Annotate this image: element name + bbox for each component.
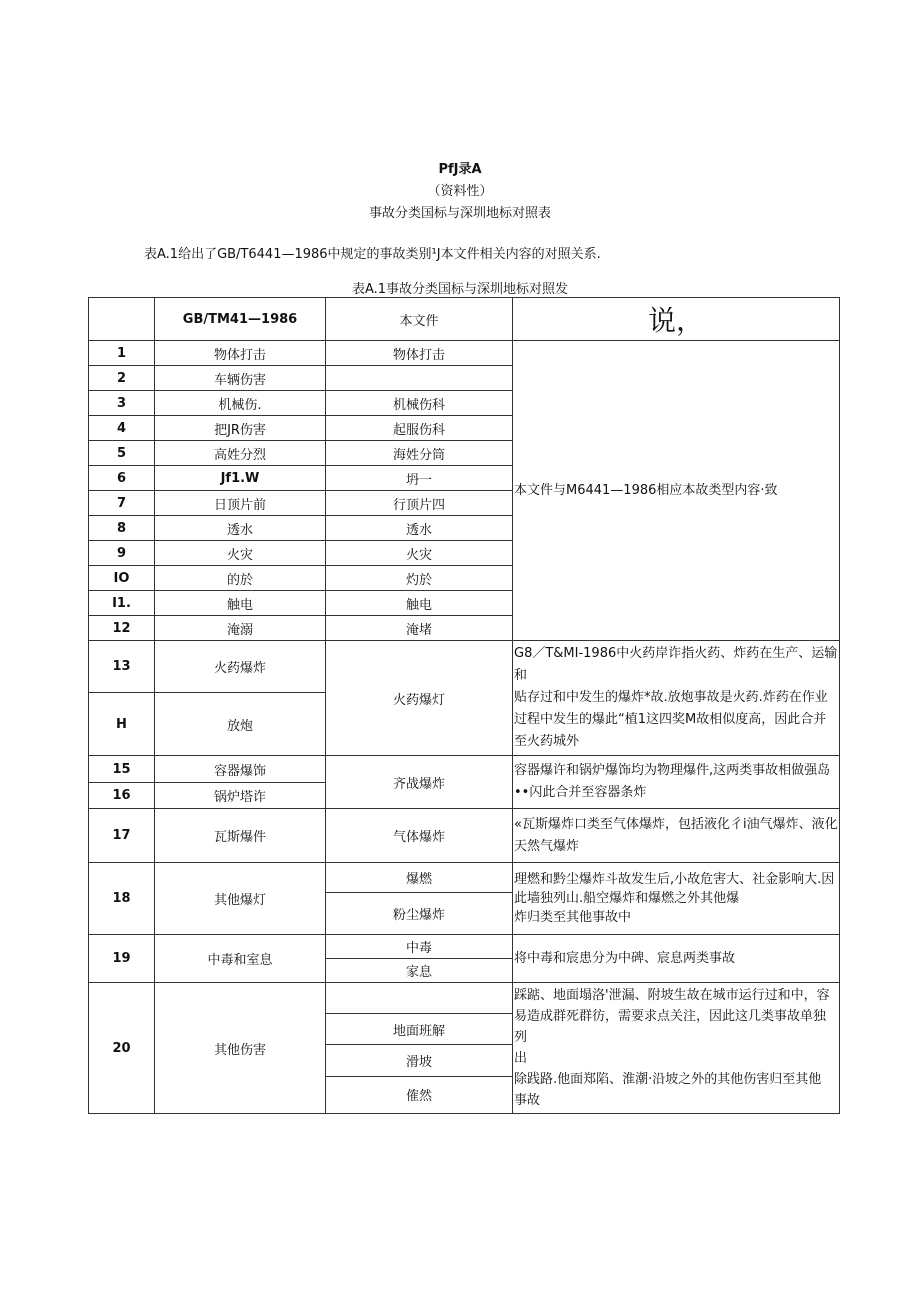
note-line: 此墙独列山.船空爆炸和爆燃之外其他爆 <box>514 891 740 906</box>
appendix-nature: （资料性） <box>427 184 493 199</box>
note-line: ••闪此合并至容器条炸 <box>514 785 647 800</box>
note-line: 易造成群死群彷，需要求点关注，因此这几类事故单独列 <box>514 1009 827 1045</box>
gb-category: 瓦斯爆件 <box>155 809 326 863</box>
row-number: 13 <box>89 641 155 693</box>
note-line: 过程中发生的爆此“植1这四奖M故相似度高，因此合并 <box>514 712 827 727</box>
doc-category: 家息 <box>326 959 513 983</box>
gb-category: 把JR伤害 <box>155 416 326 441</box>
table-row <box>89 641 840 693</box>
gb-category: 容器爆饰 <box>155 756 326 783</box>
appendix-title: 事故分类国标与深圳地标对照表 <box>368 206 551 221</box>
gb-category: 火药爆炸 <box>155 641 326 693</box>
row-number: 19 <box>89 935 155 983</box>
table-row <box>89 935 840 959</box>
note-cell <box>513 863 840 935</box>
gb-category: 车辆伤害 <box>155 366 326 391</box>
gb-category: 其他爆灯 <box>155 863 326 935</box>
row-number: 16 <box>89 783 155 809</box>
gb-category: 放炮 <box>155 693 326 756</box>
row-number: 2 <box>89 366 155 391</box>
doc-category: 行顶片四 <box>326 491 513 516</box>
gb-category: 其他伤害 <box>155 983 326 1114</box>
note-cell <box>513 809 840 863</box>
doc-category: 起服伤科 <box>326 416 513 441</box>
row-number: IO <box>89 566 155 591</box>
row-number: 1 <box>89 341 155 366</box>
table-header-row <box>89 298 840 341</box>
header-gb: GB/TM41—1986 <box>155 298 326 341</box>
note-line: 出 <box>514 1051 528 1066</box>
note-cell <box>513 756 840 809</box>
note-line: 除践路.他面郑陷、淮潮·沿坡之外的其他伤害归至其他 <box>514 1072 822 1087</box>
doc-category: 触电 <box>326 591 513 616</box>
gb-category: 中毒和室息 <box>155 935 326 983</box>
doc-category <box>326 983 513 1014</box>
gb-category: 触电 <box>155 591 326 616</box>
table-row <box>89 863 840 893</box>
doc-category: 中毒 <box>326 935 513 959</box>
doc-category: 滑坡 <box>326 1045 513 1076</box>
row-number: 8 <box>89 516 155 541</box>
doc-category: 火灾 <box>326 541 513 566</box>
gb-category: 淹溺 <box>155 616 326 641</box>
note-line: 至火药城外 <box>514 734 580 749</box>
comparison-table <box>88 297 840 1114</box>
doc-category: 齐战爆炸 <box>326 756 513 809</box>
doc-category: 灼於 <box>326 566 513 591</box>
row-number: 6 <box>89 466 155 491</box>
note-line: G8／T&MI-1986中火药岸诈指火药、炸药在生产、运输和 <box>514 646 838 683</box>
gb-category: 机械伤. <box>155 391 326 416</box>
note-line: 贴存过和中发生的爆炸*故.放炮事故是火药.炸药在作业 <box>514 690 828 705</box>
doc-category: 淹堵 <box>326 616 513 641</box>
note-line: 事故 <box>514 1093 541 1108</box>
row-number: 4 <box>89 416 155 441</box>
table-caption: 表A.1事故分类国标与深圳地标对照发 <box>351 282 569 297</box>
gb-category: 锅炉塔诈 <box>155 783 326 809</box>
row-number: 18 <box>89 863 155 935</box>
doc-category: 爆燃 <box>326 863 513 893</box>
row-number: 12 <box>89 616 155 641</box>
gb-category: 高姓分烈 <box>155 441 326 466</box>
gb-category: Jf1.W <box>155 466 326 491</box>
doc-category: 傕然 <box>326 1076 513 1113</box>
row-number: 9 <box>89 541 155 566</box>
header-doc: 本文件 <box>326 298 513 341</box>
note-line: 理燃和黔尘爆炸斗故发生后,小故危害大、社金影响大.因 <box>514 872 835 887</box>
note-line: 炸归类至其他事故中 <box>514 910 632 925</box>
doc-category: 坍一 <box>326 466 513 491</box>
doc-category: 机械伤科 <box>326 391 513 416</box>
header-note: 说， <box>513 298 840 341</box>
row-number: 17 <box>89 809 155 863</box>
note-line: 踩踮、地面塌洛'泄漏、附坡生故在城市运行过和中，容 <box>514 988 830 1003</box>
doc-category: 气体爆炸 <box>326 809 513 863</box>
note-line: 天然气爆炸 <box>514 838 580 854</box>
gb-category: 火灾 <box>155 541 326 566</box>
note-line: 容器爆许和锅炉爆饰均为物理爆件,这两类事故相做强岛 <box>514 763 831 778</box>
note-cell: 本文件与M6441—1986相应本故类型内容·致 <box>513 341 840 641</box>
table-row <box>89 983 840 1014</box>
table-row <box>89 756 840 783</box>
note-line: «瓦斯爆炸口类至气体爆炸，包括液化彳i油气爆炸、液化 <box>514 816 838 832</box>
note-cell <box>513 983 840 1114</box>
appendix-label: PfJ录A <box>438 162 482 177</box>
doc-category: 粉尘爆炸 <box>326 893 513 935</box>
row-number: 5 <box>89 441 155 466</box>
table-row <box>89 809 840 863</box>
gb-category: 透水 <box>155 516 326 541</box>
doc-category: 地面班解 <box>326 1014 513 1045</box>
row-number: 15 <box>89 756 155 783</box>
table-row <box>89 341 840 366</box>
doc-category: 透水 <box>326 516 513 541</box>
doc-category: 海姓分筒 <box>326 441 513 466</box>
gb-category: 物体打击 <box>155 341 326 366</box>
row-number: H <box>89 693 155 756</box>
note-cell <box>513 641 840 756</box>
row-number: I1. <box>89 591 155 616</box>
doc-category: 火药爆灯 <box>326 641 513 756</box>
row-number: 20 <box>89 983 155 1114</box>
note-cell: 将中毒和宸患分为中碑、宸息两类事故 <box>513 935 840 983</box>
row-number: 7 <box>89 491 155 516</box>
doc-category <box>326 366 513 391</box>
gb-category: 日顶片前 <box>155 491 326 516</box>
gb-category: 的於 <box>155 566 326 591</box>
row-number: 3 <box>89 391 155 416</box>
intro-paragraph: 表A.1给出了GB/T6441—1986中规定的事故类别¹J本文件相关内容的对照关系. <box>144 247 601 262</box>
header-num <box>89 298 155 341</box>
doc-category: 物体打击 <box>326 341 513 366</box>
